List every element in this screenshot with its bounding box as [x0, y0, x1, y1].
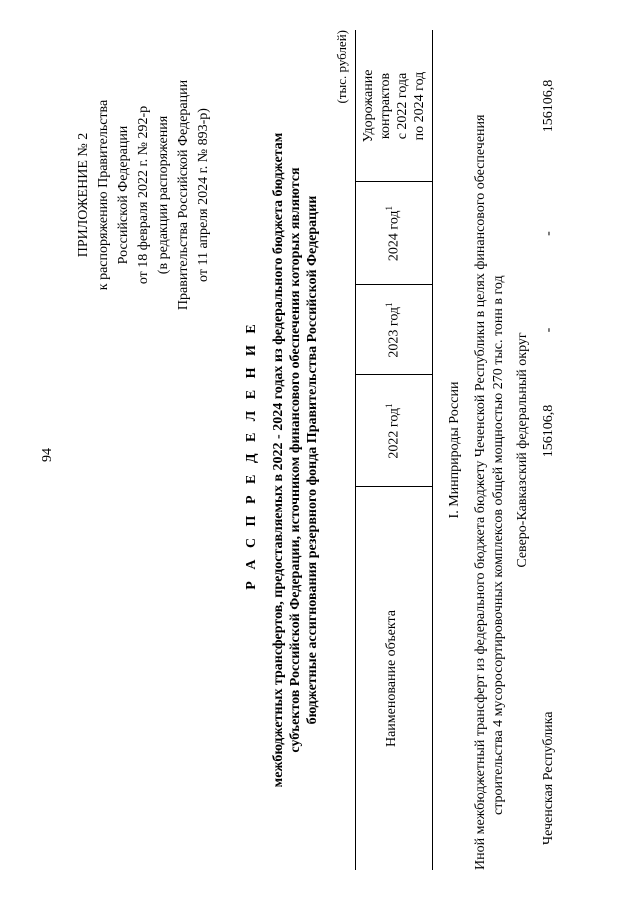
transfer-description-line: строительства 4 мусоросортировочных комплексов общей мощностью 270 тыс. тонн в год: [491, 275, 506, 815]
header-2024-label: 2024 год: [386, 210, 402, 262]
district-heading: Северо-Кавказский федеральный округ: [515, 332, 530, 568]
page-number: 94: [40, 448, 55, 462]
subtitle-line: межбюджетных трансфертов, предоставляемых в 2022 - 2024 годах из федерального бюджета бюджетам: [271, 132, 286, 788]
header-cost-line: Удорожание: [361, 69, 376, 143]
table-row-2023: -: [541, 327, 556, 333]
table-row-2024: -: [541, 231, 556, 236]
header-2022-label: 2022 год: [386, 407, 402, 459]
unit-label: (тыс. рублей): [334, 30, 349, 104]
subtitle-line: бюджетные ассигнования резервного фонда Правительства Российской Федерации: [305, 195, 320, 725]
appendix-line: Российской Федерации: [116, 125, 131, 265]
table-row-2022: 156106,8: [541, 404, 556, 458]
table-row-cost: 156106,8: [541, 79, 556, 133]
footnote-mark: 1: [384, 403, 394, 408]
header-2022: [384, 375, 403, 487]
header-2023: [384, 285, 403, 375]
header-cost-line: контрактов: [378, 72, 393, 140]
section-heading: I. Минприроды России: [447, 381, 462, 519]
table-top-border: [355, 30, 356, 870]
appendix-line: (в редакции распоряжения: [156, 115, 171, 275]
appendix-line: ПРИЛОЖЕНИЕ № 2: [76, 132, 91, 258]
document-title: Р А С П Р Е Д Е Л Е Н И Е: [244, 320, 259, 590]
document-subtitle: [270, 45, 321, 875]
table-header-bottom-border: [432, 30, 433, 870]
footnote-mark: 1: [384, 302, 394, 307]
header-2024: [384, 182, 403, 285]
appendix-line: от 18 февраля 2022 г. № 292-р: [136, 105, 151, 285]
header-cost-line: по 2024 год: [412, 71, 427, 141]
subtitle-line: субъектов Российской Федерации, источником финансового обеспечения которых являются: [288, 167, 303, 753]
header-object-name: Наименование объекта: [384, 609, 399, 748]
table-row-name: Чеченская Республика: [541, 711, 556, 845]
appendix-line: к распоряжению Правительства: [96, 99, 111, 291]
footnote-mark: 1: [384, 205, 394, 211]
appendix-line: от 11 апреля 2024 г. № 893-р): [196, 108, 211, 282]
header-2023-label: 2023 год: [386, 306, 402, 358]
header-contract-cost: [360, 30, 428, 182]
appendix-header: [74, 30, 214, 360]
header-cost-line: с 2022 года: [395, 72, 410, 140]
appendix-line: Правительства Российской Федерации: [176, 79, 191, 311]
transfer-description-line: Иной межбюджетный трансферт из федерального бюджета бюджету Чеченской Республики в целях финансового обеспечения: [473, 114, 488, 870]
